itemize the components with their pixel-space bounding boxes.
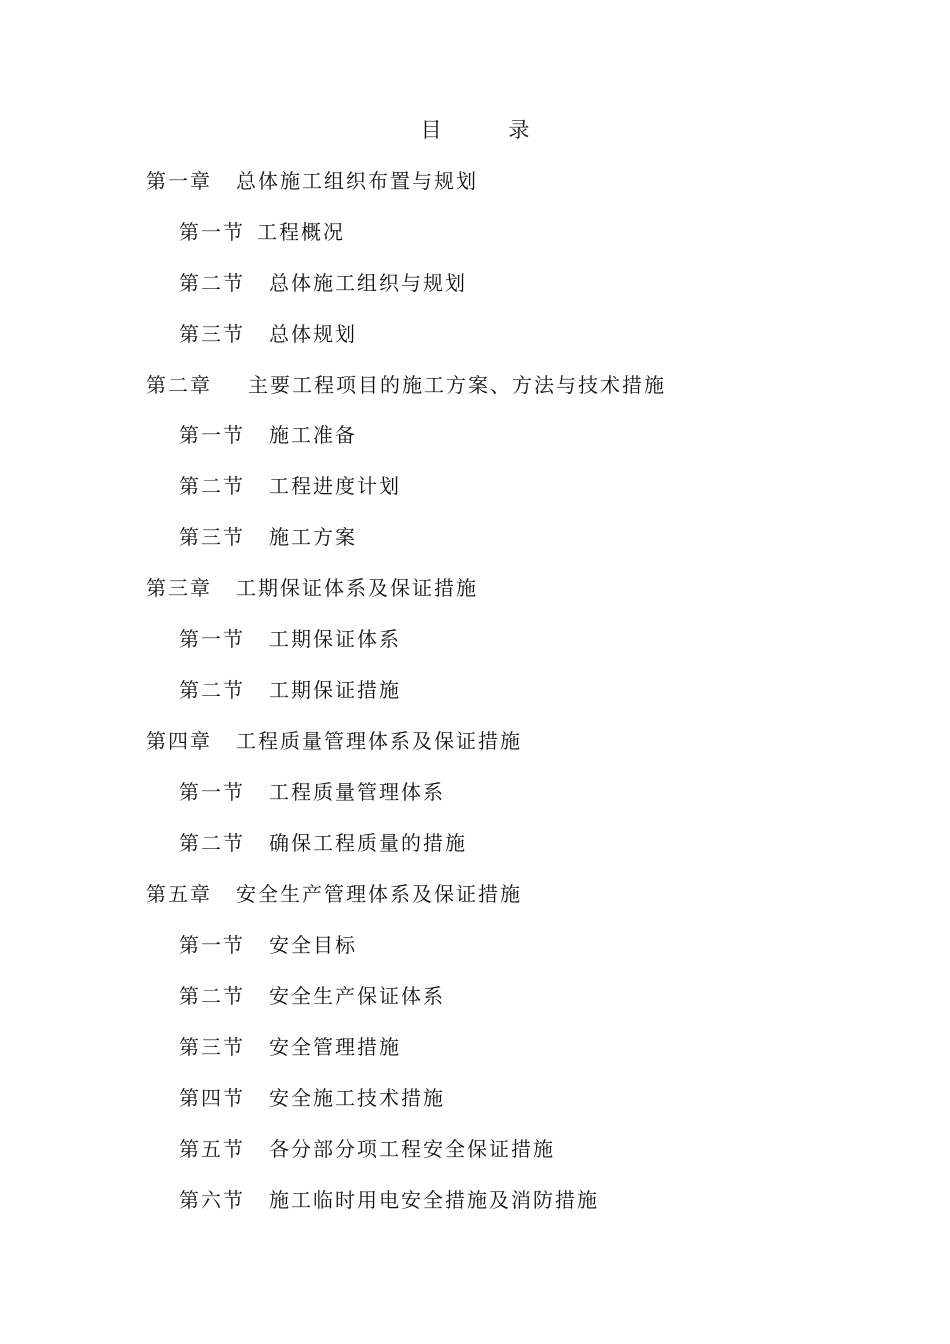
toc-section — [179, 778, 445, 806]
section-number: 第六节 — [179, 1188, 245, 1212]
chapter-title: 总体施工组织布置与规划 — [236, 169, 478, 193]
section-title: 各分部分项工程安全保证措施 — [269, 1137, 555, 1161]
toc-section — [179, 1186, 599, 1214]
section-number: 第二节 — [179, 474, 245, 498]
section-title: 施工临时用电安全措施及消防措施 — [269, 1188, 599, 1212]
section-title: 施工方案 — [269, 525, 357, 549]
section-number: 第一节 — [179, 423, 245, 447]
chapter-title: 安全生产管理体系及保证措施 — [236, 882, 522, 906]
section-number: 第三节 — [179, 322, 245, 346]
section-number: 第四节 — [179, 1086, 245, 1110]
section-number: 第三节 — [179, 525, 245, 549]
toc-chapter — [146, 371, 666, 399]
section-title: 施工准备 — [269, 423, 357, 447]
toc-section — [179, 1135, 555, 1163]
section-number: 第三节 — [179, 1035, 245, 1059]
toc-section — [179, 1084, 445, 1112]
section-number: 第一节 — [179, 933, 245, 957]
chapter-title: 主要工程项目的施工方案、方法与技术措施 — [248, 373, 666, 397]
chapter-number: 第三章 — [146, 576, 212, 600]
section-title: 安全目标 — [269, 933, 357, 957]
section-title: 安全管理措施 — [269, 1035, 401, 1059]
section-number: 第一节 — [179, 780, 245, 804]
chapter-title: 工期保证体系及保证措施 — [236, 576, 478, 600]
toc-section — [179, 218, 345, 246]
toc-chapter — [146, 727, 522, 755]
section-title: 安全施工技术措施 — [269, 1086, 445, 1110]
section-title: 工程概况 — [257, 220, 345, 244]
section-number: 第二节 — [179, 271, 245, 295]
section-title: 总体规划 — [269, 322, 357, 346]
toc-section — [179, 982, 445, 1010]
section-title: 工期保证措施 — [269, 678, 401, 702]
toc-section — [179, 320, 357, 348]
chapter-number: 第五章 — [146, 882, 212, 906]
section-number: 第二节 — [179, 831, 245, 855]
section-number: 第一节 — [179, 220, 245, 244]
toc-chapter — [146, 574, 478, 602]
section-number: 第五节 — [179, 1137, 245, 1161]
section-title: 安全生产保证体系 — [269, 984, 445, 1008]
section-title: 工期保证体系 — [269, 627, 401, 651]
toc-section — [179, 1033, 401, 1061]
toc-section — [179, 676, 401, 704]
section-title: 确保工程质量的措施 — [269, 831, 467, 855]
chapter-number: 第四章 — [146, 729, 212, 753]
section-number: 第一节 — [179, 627, 245, 651]
chapter-title: 工程质量管理体系及保证措施 — [236, 729, 522, 753]
chapter-number: 第二章 — [146, 373, 212, 397]
section-title: 工程质量管理体系 — [269, 780, 445, 804]
section-title: 总体施工组织与规划 — [269, 271, 467, 295]
section-number: 第二节 — [179, 678, 245, 702]
toc-chapter — [146, 167, 478, 195]
section-number: 第二节 — [179, 984, 245, 1008]
toc-section — [179, 523, 357, 551]
chapter-number: 第一章 — [146, 169, 212, 193]
toc-section — [179, 269, 467, 297]
toc-section — [179, 421, 357, 449]
section-title: 工程进度计划 — [269, 474, 401, 498]
toc-title: 目 录 — [420, 118, 560, 142]
toc-section — [179, 625, 401, 653]
toc-section — [179, 472, 401, 500]
toc-section — [179, 829, 467, 857]
toc-section — [179, 931, 357, 959]
toc-chapter — [146, 880, 522, 908]
